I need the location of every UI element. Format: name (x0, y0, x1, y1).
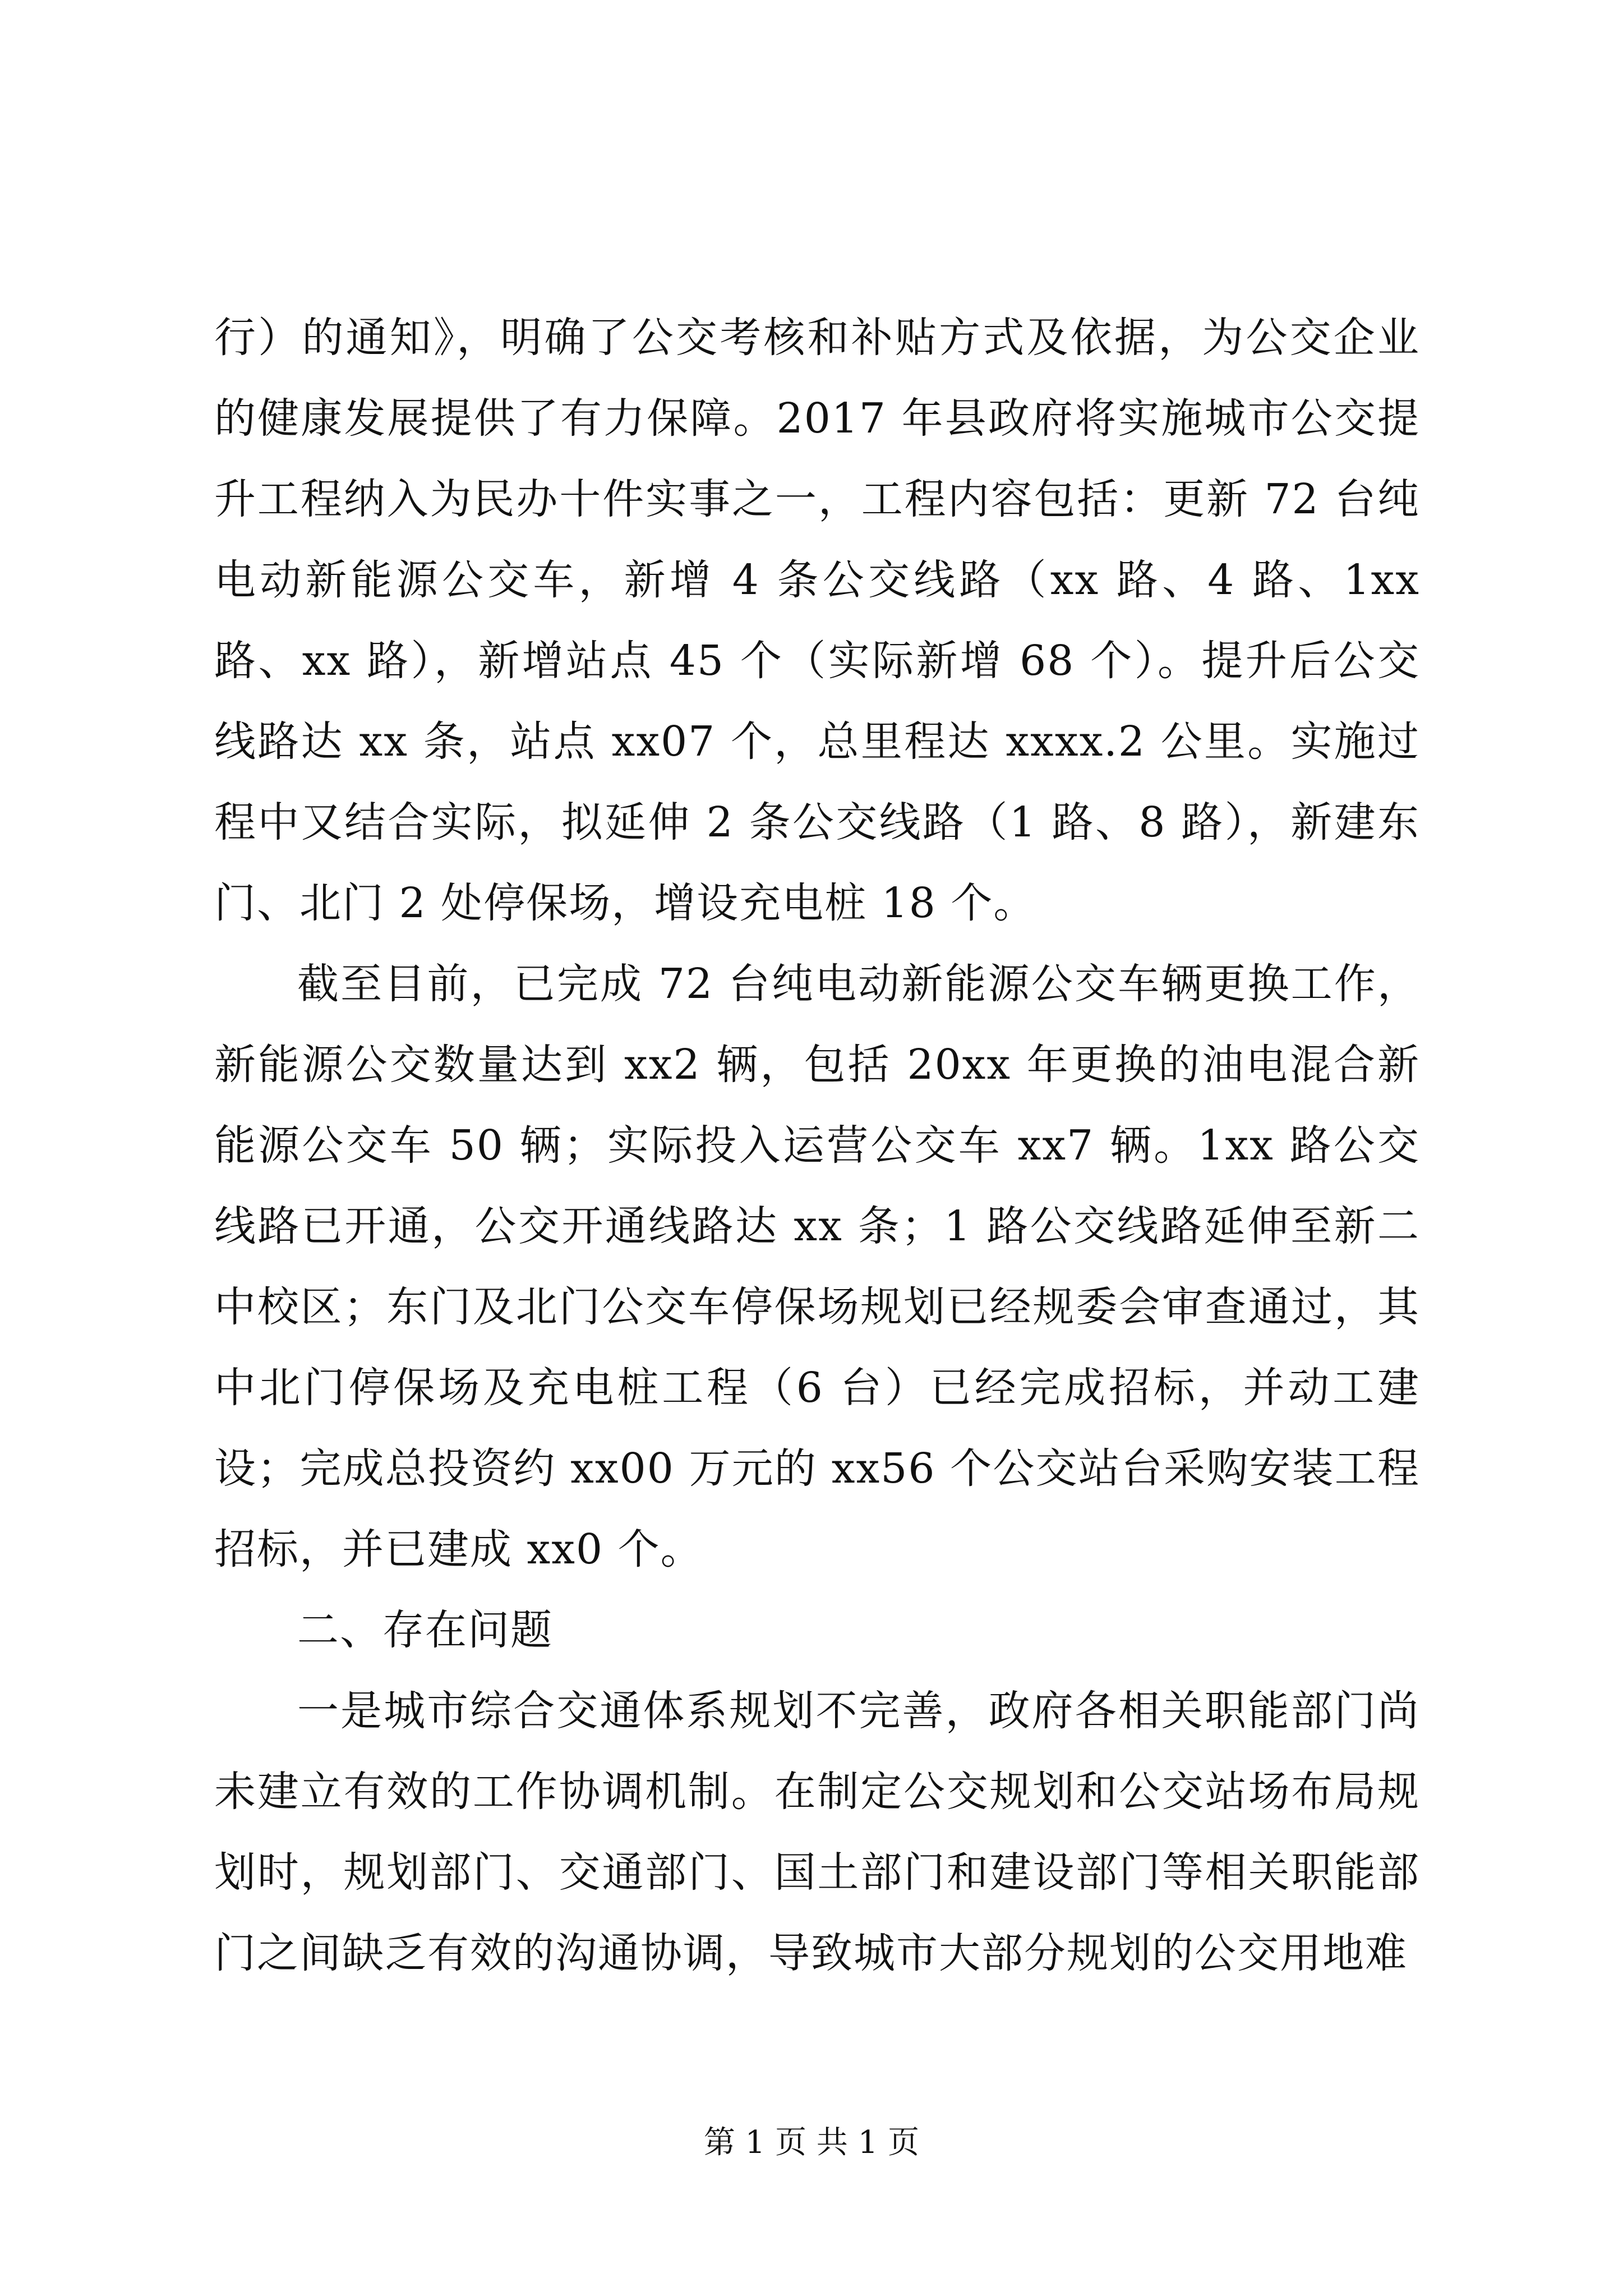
paragraph-3: 一是城市综合交通体系规划不完善，政府各相关职能部门尚未建立有效的工作协调机制。在制定公交规划和公交站场布局规划时，规划部门、交通部门、国土部门和建设部门等相关职能部门之间缺乏有效的沟通协调，导致城市大部分规划的公交用地难 (214, 1687, 1420, 1977)
page-footer: 第 1 页 共 1 页 (703, 2124, 920, 2161)
document-body (214, 297, 1420, 1994)
paragraph-2: 截至目前，已完成 72 台纯电动新能源公交车辆更换工作，新能源公交数量达到 xx2 辆，包括 20xx 年更换的油电混合新能源公交车 50 辆；实际投入运营公交车 xx7 辆。1xx 路公交线路已开通，公交开通线路达 xx 条；1 路公交线路延伸至新二中校区；东门及北门公交车停保场规划已经规委会审查通过，其中北门停保场及充电桩工程（6 台）已经完成招标，并动工建设；完成总投资约 xx00 万元的 xx56 个公交站台采购安装工程招标，并已建成 xx0 个。 (214, 960, 1420, 1573)
section-heading: 二、存在问题 (297, 1606, 553, 1654)
paragraph-1: 行）的通知》，明确了公交考核和补贴方式及依据，为公交企业的健康发展提供了有力保障。2017 年县政府将实施城市公交提升工程纳入为民办十件实事之一，工程内容包括：更新 72 台纯电动新能源公交车，新增 4 条公交线路（xx 路、4 路、1xx 路、xx 路），新增站点 45 个（实际新增 68 个）。提升后公交线路达 xx 条，站点 xx07 个，总里程达 xxxx.2 公里。实施过程中又结合实际，拟延伸 2 条公交线路（1 路、8 路），新建东门、北门 2 处停保场，增设充电桩 18 个。 (214, 314, 1420, 927)
